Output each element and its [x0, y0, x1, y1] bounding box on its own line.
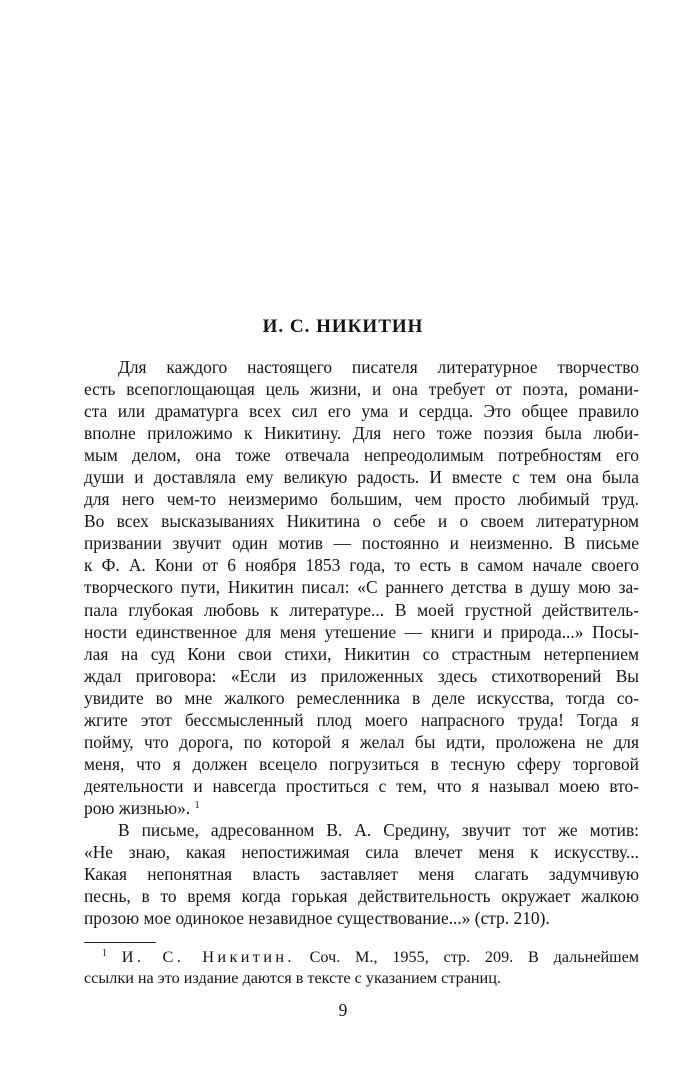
text-line: Во всех высказываниях Никитина о себе и о своем литературном: [84, 511, 639, 532]
text-line: В письме, адресованном В. А. Средину, звучит тот же мотив:: [118, 819, 639, 840]
text-line-content: рою жизнью».: [84, 797, 191, 818]
text-line: пала глубокая любовь к литературе... В моей грустной действитель-: [84, 599, 639, 620]
text-line: увидите во мне жалкого ремесленника в деле искусства, тогда со-: [84, 687, 639, 708]
text-line: творческого пути, Никитин писал: «С раннего детства в душу мою за-: [84, 577, 639, 598]
text-line: к Ф. А. Кони от 6 ноября 1853 года, то есть в самом начале своего: [84, 555, 639, 576]
text-line: мым делом, она тоже отвечала непреодолимым потребностям его: [84, 445, 639, 466]
footnote-author: И. С. Никитин.: [121, 948, 295, 966]
text-line: лая на суд Кони свои стихи, Никитин со страстным нетерпением: [84, 643, 639, 664]
text-line: песнь, в то время когда горькая действительность окружает жалкою: [84, 886, 639, 907]
footnotes: [84, 947, 639, 989]
footnote-line: [84, 947, 639, 968]
footnote-divider: [84, 942, 156, 943]
chapter-heading: И. С. НИКИТИН: [262, 316, 424, 337]
page-number: 9: [338, 1000, 348, 1020]
text-line: ждал приговора: «Если из приложенных здесь стихотворений Вы: [84, 665, 639, 686]
text-line: прозою мое одинокое незавидное существование...» (стр. 210).: [84, 908, 550, 929]
text-line: деятельности и навсегда проститься с тем, что я называл моею вто-: [84, 775, 639, 796]
text-line: души и доставляла ему великую радость. И вместе с тем она была: [84, 467, 639, 488]
text-line: есть всепоглощающая цель жизни, и она требует от поэта, романи-: [84, 379, 639, 400]
footnote-reference: 1: [194, 799, 200, 811]
body-text: [84, 356, 639, 929]
text-line: [84, 797, 639, 819]
text-line: Какая непонятная власть заставляет меня слагать задумчивую: [84, 864, 639, 885]
text-line: «Не знаю, какая непостижимая сила влечет меня к искусству...: [84, 842, 639, 863]
footnote-citation: Соч. М., 1955, стр. 209. В дальнейшем: [309, 948, 640, 966]
text-line: для него чем-то неизмеримо большим, чем просто любимый труд.: [84, 489, 639, 510]
text-line: жгите этот бессмысленный плод моего напрасного труда! Тогда я: [84, 709, 639, 730]
text-line: вполне приложимо к Никитину. Для него тоже поэзия была люби-: [84, 423, 639, 444]
text-line: ности единственное для меня утешение — книги и природа...» Посы-: [84, 621, 639, 642]
footnote-marker: 1: [102, 948, 107, 959]
text-line: меня, что я должен всецело погрузиться в тесную сферу торговой: [84, 753, 639, 774]
text-line: Для каждого настоящего писателя литературное творчество: [118, 357, 639, 377]
text-line: пойму, что дорога, по которой я желал бы идти, проложена не для: [84, 731, 639, 752]
footnote-line: ссылки на это издание даются в тексте с указанием страниц.: [84, 969, 501, 987]
text-line: призвании звучит один мотив — постоянно и неизменно. В письме: [84, 533, 639, 554]
text-line: ста или драматурга всех сил его ума и сердца. Это общее правило: [84, 401, 639, 422]
